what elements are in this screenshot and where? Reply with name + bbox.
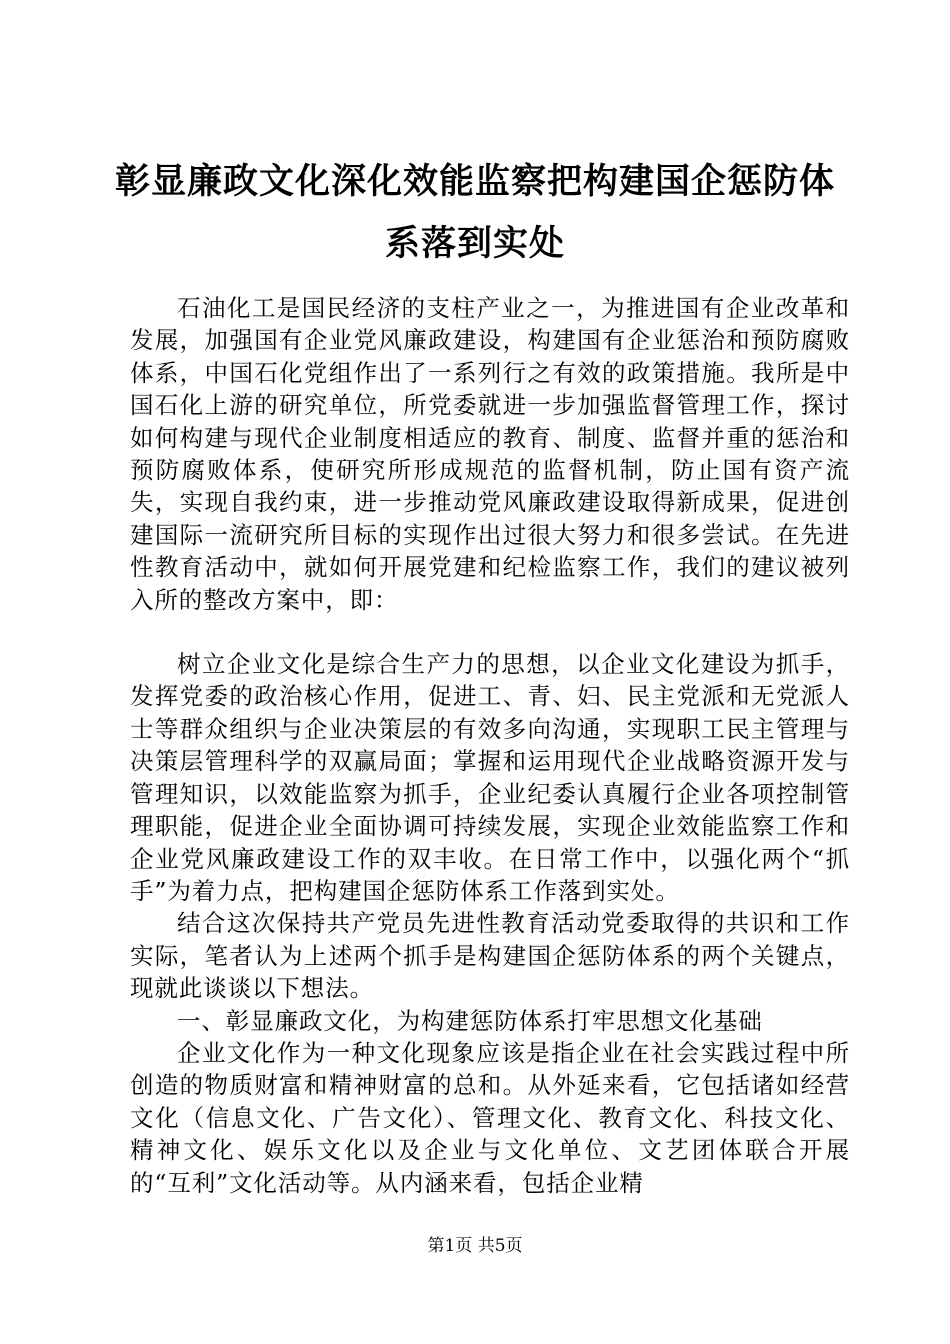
body-paragraph-culture: 树立企业文化是综合生产力的思想，以企业文化建设为抓手，发挥党委的政治核心作用，促进工、青、妇、民主党派和无党派人士等群众组织与企业决策层的有效多向沟通，实现职工民主管理与决策层管理科学的双赢局面；掌握和运用现代企业战略资源开发与管理知识，以效能监察为抓手，企业纪委认真履行企业各项控制管理职能，促进企业全面协调可持续发展，实现企业效能监察工作和企业党风廉政建设工作的双丰收。在日常工作中，以强化两个“抓手”为着力点，把构建国企惩防体系工作落到实处。 bbox=[130, 650, 850, 905]
body-paragraph-enterprise-culture: 企业文化作为一种文化现象应该是指企业在社会实践过程中所创造的物质财富和精神财富的总和。从外延来看，它包括诸如经营文化（信息文化、广告文化）、管理文化、教育文化、科技文化、精神文化、娱乐文化以及企业与文化单位、文艺团体联合开展的“互利”文化活动等。从内涵来看，包括企业精 bbox=[130, 1038, 850, 1197]
document-title-line1: 彰显廉政文化深化效能监察把构建国企惩防体 bbox=[114, 161, 835, 202]
document-title-line2: 系落到实处 bbox=[384, 223, 565, 264]
body-paragraph-summary: 结合这次保持共产党员先进性教育活动党委取得的共识和工作实际，笔者认为上述两个抓手是构建国企惩防体系的两个关键点，现就此谈谈以下想法。 bbox=[130, 909, 850, 1003]
page-footer: 第1页 共5页 bbox=[427, 1236, 523, 1256]
body-paragraph-intro: 石油化工是国民经济的支柱产业之一，为推进国有企业改革和发展，加强国有企业党风廉政建设，构建国有企业惩治和预防腐败体系，中国石化党组作出了一系列行之有效的政策措施。我所是中国石化上游的研究单位，所党委就进一步加强监督管理工作，探讨如何构建与现代企业制度相适应的教育、制度、监督并重的惩治和预防腐败体系，使研究所形成规范的监督机制，防止国有资产流失，实现自我约束，进一步推动党风廉政建设取得新成果，促进创建国际一流研究所目标的实现作出过很大努力和很多尝试。在先进性教育活动中，就如何开展党建和纪检监察工作，我们的建议被列入所的整改方案中，即： bbox=[130, 294, 850, 614]
document-body bbox=[130, 292, 850, 1199]
section-heading-1: 一、彰显廉政文化，为构建惩防体系打牢思想文化基础 bbox=[177, 1006, 763, 1035]
